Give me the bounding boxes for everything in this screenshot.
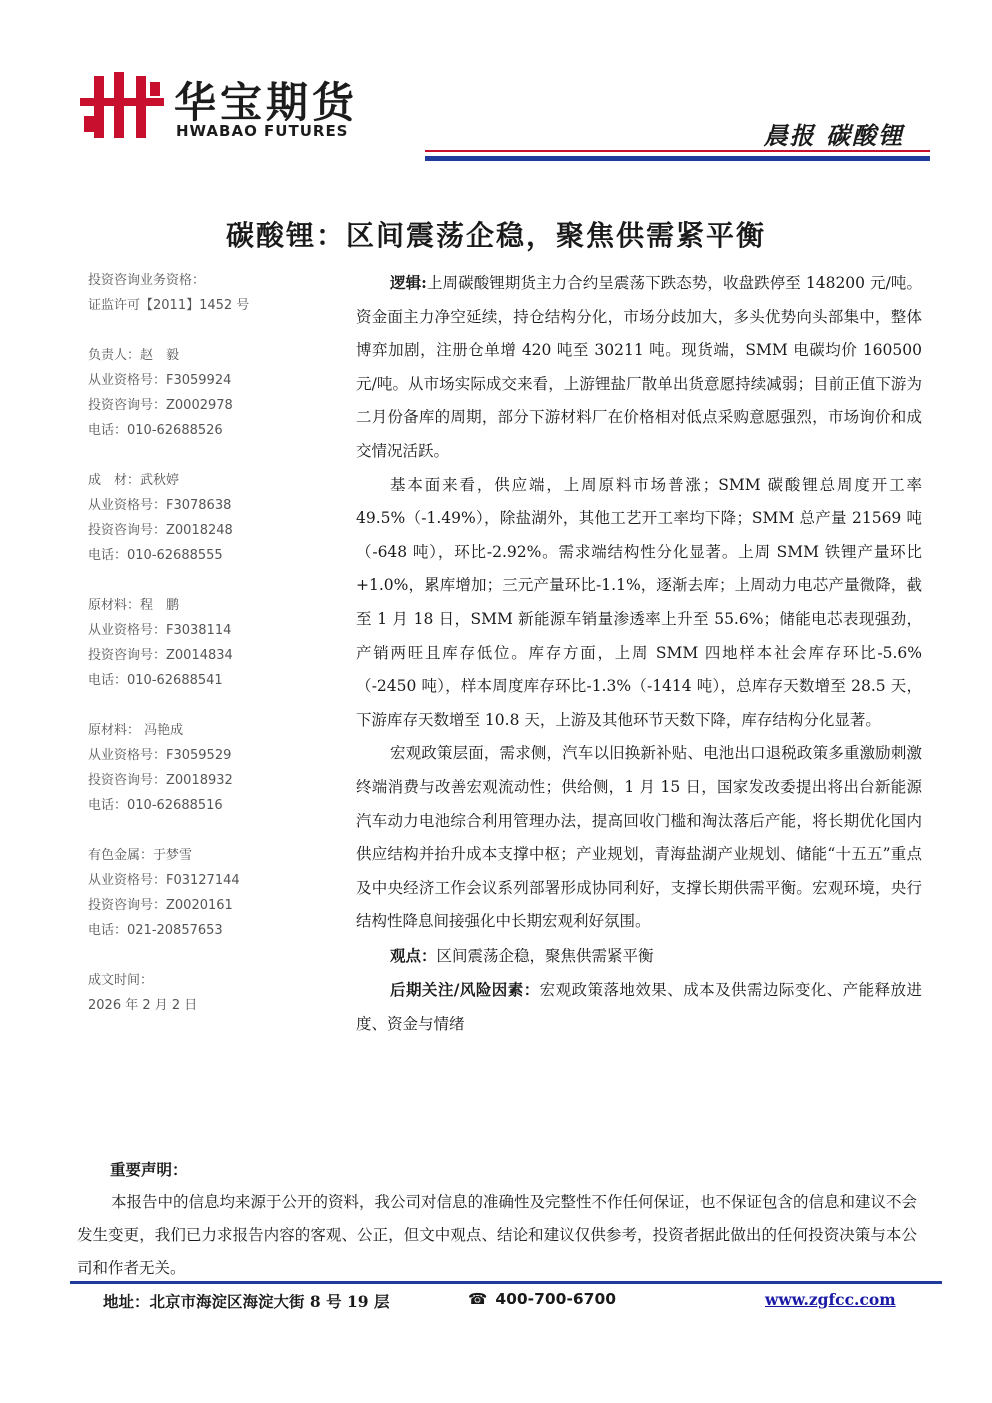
date-block xyxy=(88,968,318,1018)
qualification-label: 投资咨询业务资格： xyxy=(88,273,206,288)
macro-paragraph: 宏观政策层面，需求侧，汽车以旧换新补贴、电池出口退税政策多重激励刺激终端消费与改善宏观流动性；供给侧，1 月 15 日，国家发改委提出将出台新能源汽车动力电池综合利用管理办法，提高回收门槛和淘汰落后产能，将长期优化国内供应结构并抬升成本支撑中枢；产业规划，青海盐湖产业规划、储能“十五五”重点及中央经济工作会议系列部署形成协同利好，支撑长期供需平衡。宏观环境，央行结构性降息间接强化中长期宏观利好氛围。 xyxy=(356,744,922,931)
fundamentals-paragraph: 基本面来看，供应端，上周原料市场普涨；SMM 碳酸锂总周度开工率 49.5%（-1.49%），除盐湖外，其他工艺开工率均下降；SMM 总产量 21569 吨（-648 吨），环比-2.92%。需求端结构性分化显著。上周 SMM 铁锂产量环比+1.0%，累库增加；三元产量环比-1.1%，逐渐去库；上周动力电芯产量微降，截至 1 月 18 日，SMM 新能源车销量渗透率上升至 55.6%；储能电芯表现强劲，产销两旺且库存低位。库存方面，上周 SMM 四地样本社会库存环比-5.6%（-2450 吨），样本周度库存环比-1.3%（-1414 吨），总库存天数增至 28.5 天，下游库存天数增至 10.8 天，上游及其他环节天数下降，库存结构分化显著。 xyxy=(356,475,922,729)
view-text: 区间震荡企稳，聚焦供需紧平衡 xyxy=(436,946,654,965)
logic-label: 逻辑: xyxy=(390,273,427,292)
qualification-block xyxy=(88,268,318,318)
analyst-block xyxy=(88,718,318,818)
risk-text: 宏观政策落地效果、成本及供需边际变化、产能释放进度、资金与情绪 xyxy=(356,981,922,1034)
analyst-license: 从业资格号：F3078638 xyxy=(88,498,232,513)
company-logo xyxy=(80,70,380,145)
analyst-license: 从业资格号：F3059924 xyxy=(88,373,232,388)
report-title: 碳酸锂：区间震荡企稳，聚焦供需紧平衡 xyxy=(225,218,766,252)
report-body xyxy=(356,266,922,1042)
report-type: 晨报 碳酸锂 xyxy=(763,121,904,150)
analyst-license: 从业资格号：F3038114 xyxy=(88,623,232,638)
analyst-role: 原材料：程 鹏 xyxy=(88,598,180,613)
analyst-block xyxy=(88,843,318,943)
analyst-role: 原材料： 冯艳成 xyxy=(88,723,184,738)
footer-phone-number: 400-700-6700 xyxy=(495,1290,617,1308)
analyst-block xyxy=(88,343,318,443)
analyst-role: 成 材：武秋婷 xyxy=(88,473,180,488)
brand-name-cn: 华宝期货 xyxy=(174,78,359,127)
qualification-value: 证监许可【2011】1452 号 xyxy=(88,298,250,313)
analyst-consult-no: 投资咨询号：Z0018932 xyxy=(88,773,233,788)
analyst-phone: 电话：021-20857653 xyxy=(88,923,223,938)
analyst-consult-no: 投资咨询号：Z0018248 xyxy=(88,523,233,538)
date-value: 2026 年 2 月 2 日 xyxy=(88,998,198,1013)
brand-name-en: HWABAO FUTURES xyxy=(176,122,349,140)
view-label: 观点： xyxy=(390,945,437,965)
analyst-phone: 电话：010-62688526 xyxy=(88,423,223,438)
analyst-consult-no: 投资咨询号：Z0002978 xyxy=(88,398,233,413)
view-paragraph xyxy=(356,939,922,974)
analyst-consult-no: 投资咨询号：Z0014834 xyxy=(88,648,233,663)
telephone-icon: ☎ xyxy=(468,1290,488,1308)
footer-divider xyxy=(70,1281,942,1284)
analyst-sidebar xyxy=(88,268,318,1043)
footer-address: 地址：北京市海淀区海淀大街 8 号 19 层 xyxy=(103,1292,390,1311)
header-divider-blue xyxy=(425,156,930,161)
date-label: 成文时间： xyxy=(88,973,154,988)
analyst-block xyxy=(88,593,318,693)
risk-label: 后期关注/风险因素： xyxy=(390,980,540,1000)
analyst-block xyxy=(88,468,318,568)
disclaimer-title: 重要声明： xyxy=(110,1160,188,1179)
analyst-phone: 电话：010-62688516 xyxy=(88,798,223,813)
logic-text: 上周碳酸锂期货主力合约呈震荡下跌态势，收盘跌停至 148200 元/吨。资金面主力净空延续，持仓结构分化，市场分歧加大，多头优势向头部集中，整体博弈加剧，注册仓单增 420 吨至 30211 吨。现货端，SMM 电碳均价 160500 元/吨。从市场实际成交来看，上游锂盐厂散单出货意愿持续减弱；目前正值下游为二月份备库的周期，部分下游材料厂在价格相对低点采购意愿强烈，市场询价和成交情况活跃。 xyxy=(356,274,922,460)
analyst-phone: 电话：010-62688555 xyxy=(88,548,223,563)
footer-phone xyxy=(468,1290,616,1308)
disclaimer-text: 本报告中的信息均来源于公开的资料，我公司对信息的准确性及完整性不作任何保证，也不保证包含的信息和建议不会发生变更，我们已力求报告内容的客观、公正，但文中观点、结论和建议仅供参考，投资者据此做出的任何投资决策与本公司和作者无关。 xyxy=(77,1193,918,1277)
analyst-role: 负责人：赵 毅 xyxy=(88,348,180,363)
analyst-phone: 电话：010-62688541 xyxy=(88,673,223,688)
header-divider-red xyxy=(425,150,930,152)
hwabao-logo-icon xyxy=(80,72,164,142)
analyst-license: 从业资格号：F03127144 xyxy=(88,873,240,888)
analyst-consult-no: 投资咨询号：Z0020161 xyxy=(88,898,233,913)
analyst-role: 有色金属：于梦雪 xyxy=(88,848,193,863)
footer-website-link[interactable]: www.zgfcc.com xyxy=(765,1290,896,1309)
risk-paragraph xyxy=(356,973,922,1041)
analyst-license: 从业资格号：F3059529 xyxy=(88,748,232,763)
logic-paragraph xyxy=(356,266,922,469)
